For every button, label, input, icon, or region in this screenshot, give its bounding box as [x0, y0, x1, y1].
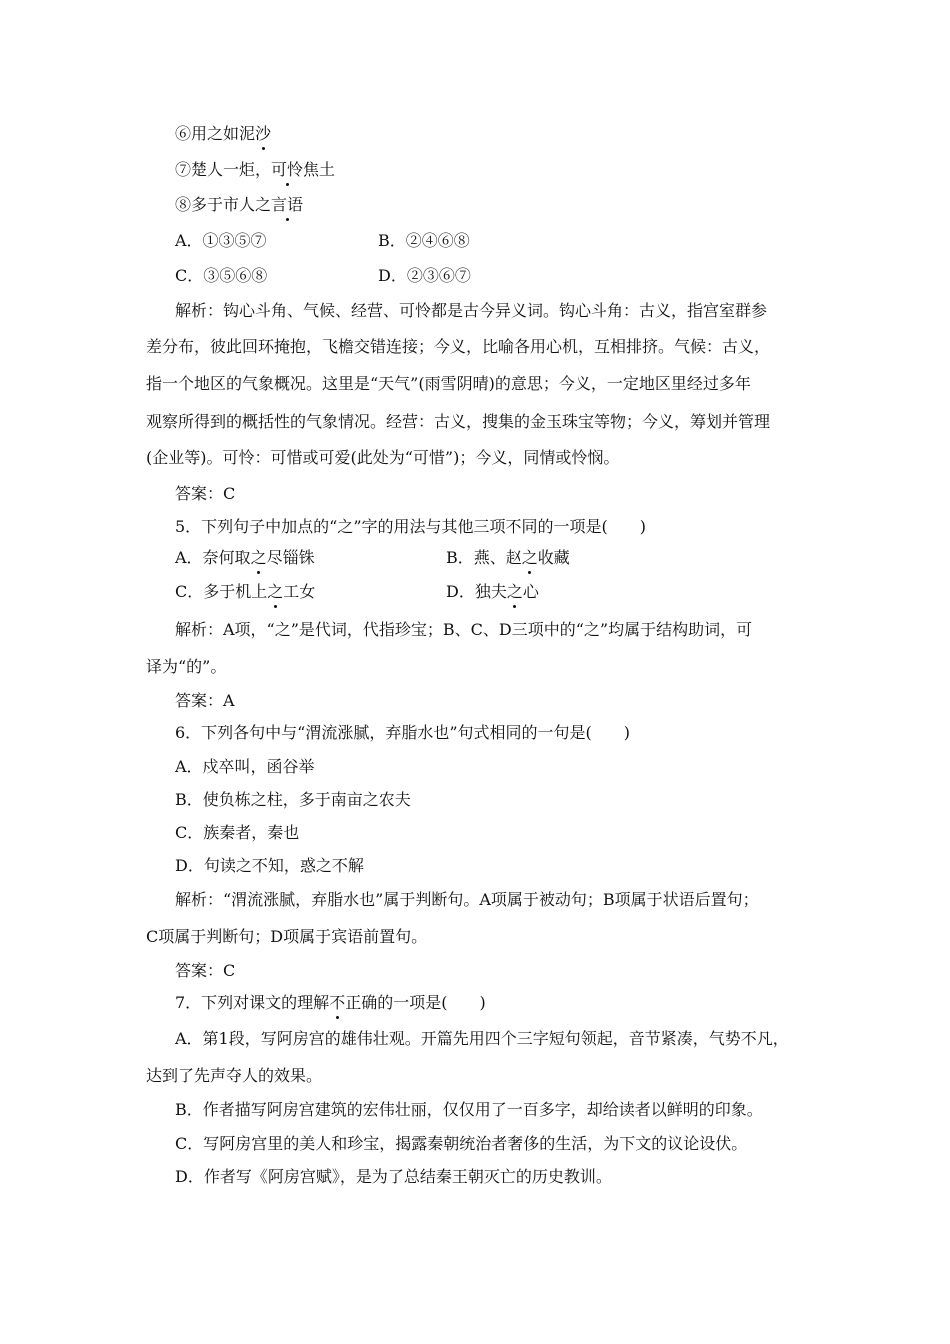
choice-a: A．①③⑤⑦: [175, 231, 267, 250]
choice-c: C．③⑤⑥⑧: [175, 266, 268, 285]
choice-b: B．燕、赵之收藏: [446, 546, 570, 570]
choice-c: C．写阿房宫里的美人和珍宝，揭露秦朝统治者奢侈的生活，为下文的议论设伏。: [175, 1134, 748, 1153]
choice-a: A．第1段，写阿房宫的雄伟壮观。开篇先用四个三字短句领起，音节紧凑，气势不凡，: [175, 1029, 789, 1048]
choice-d: D．②③⑥⑦: [378, 266, 471, 285]
dotted-emphasis: 可怜: [271, 158, 303, 182]
dotted-emphasis: 不: [329, 991, 345, 1015]
dotted-emphasis: 之: [522, 546, 538, 570]
choice-d: D．独夫之心: [446, 580, 539, 604]
dotted-emphasis: 之: [251, 546, 267, 570]
dotted-emphasis: 言语: [271, 193, 303, 217]
analysis-line: 观察所得到的概括性的气象情况。经营：古义，搜集的金玉珠宝等物；今义，筹划并管理: [146, 412, 771, 431]
choice-b: B．②④⑥⑧: [378, 231, 470, 250]
dotted-emphasis: 之: [267, 580, 283, 604]
analysis-line: 译为“的”。: [146, 657, 227, 676]
choice-c: C．多于机上之工女: [175, 580, 315, 604]
analysis-line: 指一个地区的气象概况。这里是“天气”(雨雪阴晴)的意思；今义，一定地区里经过多年: [146, 374, 751, 393]
analysis-line: 差分布，彼此回环掩抱，飞檐交错连接；今义，比喻各用心机，互相排挤。气候：古义，: [146, 337, 771, 356]
analysis-line: 解析：“渭流涨腻，弃脂水也”属于判断句。A项属于被动句；B项属于状语后置句；: [175, 890, 759, 909]
choice-d: D．作者写《阿房宫赋》，是为了总结秦王朝灭亡的历史教训。: [175, 1167, 612, 1186]
answer: 答案：C: [175, 961, 236, 980]
choice-b: B．使负栋之柱，多于南亩之农夫: [175, 790, 411, 809]
analysis-line: 解析：A项，“之”是代词，代指珍宝；B、C、D三项中的“之”均属于结构助词，可: [175, 620, 753, 639]
question-stem: 5．下列句子中加点的“之”字的用法与其他三项不同的一项是( ): [175, 517, 647, 536]
analysis-line: 解析：钩心斗角、气候、经营、可怜都是古今异义词。钩心斗角：古义，指宫室群参: [175, 301, 768, 320]
choice-a-continued: 达到了先声夺人的效果。: [146, 1066, 323, 1085]
answer: 答案：C: [175, 484, 236, 503]
analysis-line: (企业等)。可怜：可惜或可爱(此处为“可惜”)；今义，同情或怜悯。: [146, 448, 620, 467]
option-8: ⑧多于市人之言语: [175, 193, 303, 217]
choice-d: D．句读之不知，惑之不解: [175, 856, 364, 875]
choice-a: A．奈何取之尽锱铢: [175, 546, 315, 570]
question-stem: 7．下列对课文的理解不正确的一项是( ): [175, 991, 486, 1015]
choice-c: C．族秦者，秦也: [175, 823, 300, 842]
question-stem: 6．下列各句中与“渭流涨腻，弃脂水也”句式相同的一句是( ): [175, 723, 631, 742]
analysis-line: C项属于判断句；D项属于宾语前置句。: [146, 927, 428, 946]
option-6: ⑥用之如泥沙: [175, 122, 271, 146]
option-7: ⑦楚人一炬，可怜焦土: [175, 158, 335, 182]
choice-b: B．作者描写阿房宫建筑的宏伟壮丽，仅仅用了一百多字，却给读者以鲜明的印象。: [175, 1100, 763, 1119]
dotted-emphasis: 之: [507, 580, 523, 604]
dotted-emphasis: 沙: [255, 122, 271, 146]
answer: 答案：A: [175, 691, 235, 710]
choice-a: A．戍卒叫，函谷举: [175, 757, 315, 776]
